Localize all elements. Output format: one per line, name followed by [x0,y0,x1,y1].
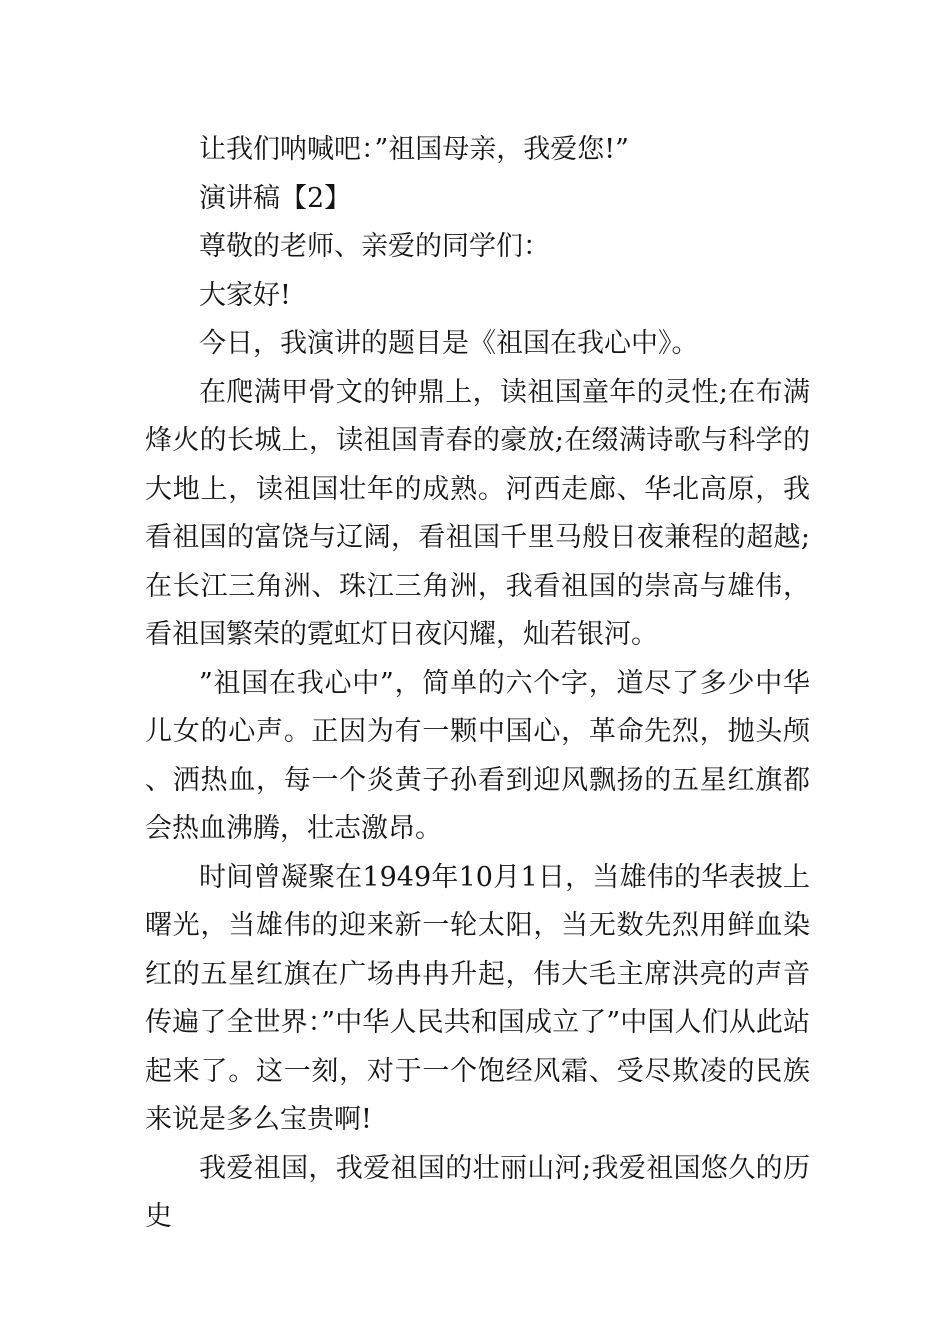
body-paragraph: 时间曾凝聚在1949年10月1日，当雄伟的华表披上曙光，当雄伟的迎来新一轮太阳，当无数先烈用鲜血染红的五星红旗在广场冉冉升起，伟大毛主席洪亮的声音传遍了全世界：”中华人民共和国成立了”中国人们从此站起来了。这一刻，对于一个饱经风霜、受尽欺凌的民族来说是多么宝贵啊! [145,861,810,1135]
greeting: 大家好! [199,279,291,311]
body-paragraph: 我爱祖国，我爱祖国的壮丽山河;我爱祖国悠久的历史 [145,1152,810,1232]
paragraph-closing-call: 让我们呐喊吧：”祖国母亲，我爱您!” [199,134,629,165]
speech-heading: 演讲稿【2】 [199,182,352,214]
speech-text [145,126,810,1242]
salutation: 尊敬的老师、亲爱的同学们： [199,231,550,262]
topic-paragraph: 今日，我演讲的题目是《祖国在我心中》。 [199,328,699,359]
body-paragraph: 在爬满甲骨文的钟鼎上，读祖国童年的灵性;在布满烽火的长城上，读祖国青春的豪放;在缀满诗歌与科学的大地上，读祖国壮年的成熟。河西走廊、华北高原，我看祖国的富饶与辽阔，看祖国千里马般日夜兼程的超越;在长江三角洲、珠江三角洲，我看祖国的崇高与雄伟，看祖国繁荣的霓虹灯日夜闪耀，灿若银河。 [145,376,810,650]
body-paragraph: ”祖国在我心中”，简单的六个字，道尽了多少中华儿女的心声。正因为有一颗中国心，革命先烈，抛头颅、洒热血，每一个炎黄子孙看到迎风飘扬的五星红旗都会热血沸腾，壮志激昂。 [145,667,810,844]
